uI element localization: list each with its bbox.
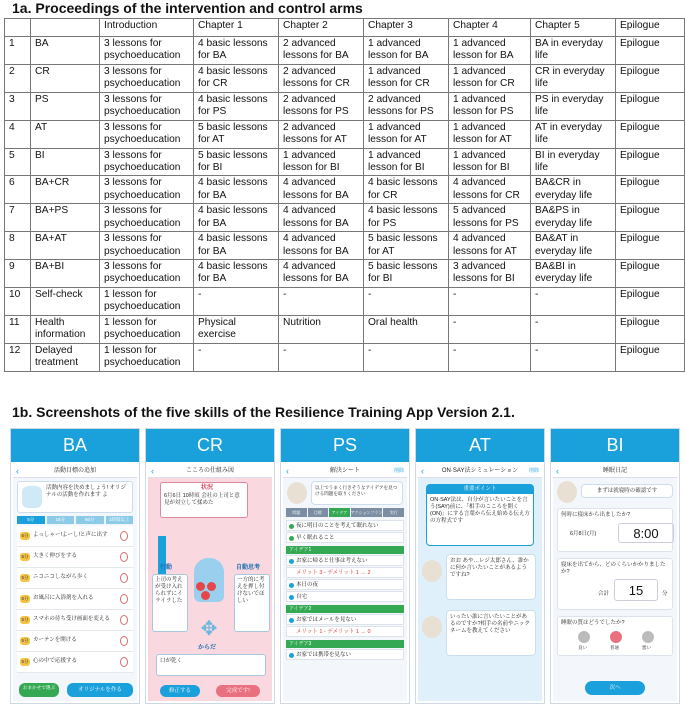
app-screenshots — [10, 428, 681, 704]
move-arrows-icon: ✥ — [200, 618, 218, 640]
ba-nav — [13, 464, 137, 478]
table-cell: 1 advanced lesson for BI — [449, 148, 531, 176]
robot-icon — [22, 486, 42, 508]
table-row — [5, 148, 685, 176]
activity-label: よっしゃー!よーし!と声に出す — [33, 532, 108, 538]
info-icon[interactable] — [120, 531, 128, 541]
column-header: Chapter 5 — [531, 19, 616, 37]
activity-label: ニコニコしながら歩く — [33, 574, 89, 580]
table-cell: Epilogue — [616, 120, 685, 148]
q2-text: 寝床を出てから、どのくらいかかりましたか? — [561, 562, 666, 575]
behavior-text: 上司の考えが受け入れられずにイライラした — [155, 577, 183, 604]
step-tab[interactable]: 問題 — [286, 508, 307, 517]
ba-intro-text: 活動内容を決めましょう! オリジナルの活動を作れます よ — [46, 485, 127, 498]
cr-screen — [148, 464, 272, 701]
place-text: 自宅 — [296, 594, 308, 600]
table-cell: - — [194, 343, 279, 371]
table-cell: 1 advanced lesson for CR — [449, 64, 531, 92]
table-row — [5, 92, 685, 120]
table-cell: 3 lessons for psychoeducation — [100, 232, 194, 260]
panel-label: BA — [11, 429, 139, 462]
table-cell: BA+PS — [31, 204, 100, 232]
idea2-header: アイデア2 — [286, 605, 404, 613]
ba-intro — [17, 481, 133, 513]
table-cell: 5 advanced lessons for PS — [449, 204, 531, 232]
table-cell: BA+BI — [31, 260, 100, 288]
message-bubble-1 — [446, 554, 536, 600]
table-row — [5, 176, 685, 204]
at-nav — [418, 464, 542, 478]
table-cell: - — [449, 343, 531, 371]
normal-face-icon[interactable] — [610, 631, 622, 643]
table-cell: 1 — [5, 37, 31, 65]
activity-label: お風呂に入浴剤を入れる — [33, 595, 94, 601]
behavior-box[interactable] — [152, 574, 188, 632]
ba-nav-title: 活動目標の追加 — [53, 468, 96, 474]
table-cell: 4 basic lessons for BA — [194, 232, 279, 260]
table-cell: 5 basic lessons for AT — [364, 232, 449, 260]
table-cell: 1 lesson for psychoeducation — [100, 315, 194, 343]
idea3-header: アイデア3 — [286, 640, 404, 648]
duration-card — [557, 558, 673, 610]
problem-text: 夜に明日のことを考えて眠れない — [296, 523, 379, 529]
table-cell: 4 advanced lessons for BA — [279, 204, 364, 232]
table-cell: 1 advanced lesson for BI — [279, 148, 364, 176]
back-icon[interactable]: ‹ — [421, 466, 424, 476]
table-cell: Nutrition — [279, 315, 364, 343]
table-cell: 1 advanced lesson for CR — [364, 64, 449, 92]
table-cell: CR in everyday life — [531, 64, 616, 92]
tab-60min[interactable]: 60分 — [76, 516, 104, 524]
table-cell: 4 basic lessons for PS — [364, 204, 449, 232]
table-row — [5, 260, 685, 288]
panel-bi — [550, 428, 680, 704]
table-cell: 1 lesson for psychoeducation — [100, 343, 194, 371]
idea2-row[interactable] — [286, 614, 404, 625]
table-cell: 4 advanced lessons for AT — [449, 232, 531, 260]
table-cell: - — [364, 287, 449, 315]
panel-ps — [280, 428, 410, 704]
table-cell: 9 — [5, 260, 31, 288]
list-item[interactable] — [17, 526, 133, 547]
table-cell: - — [449, 315, 531, 343]
table-cell: AT — [31, 120, 100, 148]
table-cell: 4 basic lessons for CR — [364, 176, 449, 204]
table-cell: CR — [31, 64, 100, 92]
message-2-text: いったい誰に言いたいことがあるのですか?相手の名前やニックネームを教えてください — [450, 614, 530, 634]
activity-label: 大きく伸びをする — [33, 553, 78, 559]
professor-icon — [422, 616, 442, 638]
table-row — [5, 232, 685, 260]
table-cell: 3 — [5, 92, 31, 120]
table-cell: Physical exercise — [194, 315, 279, 343]
table-cell: Epilogue — [616, 287, 685, 315]
table-cell: PS — [31, 92, 100, 120]
activity-label: スマホの待ち受け画面を変える — [33, 616, 110, 622]
heart-icon — [196, 582, 205, 591]
table-cell: 1 advanced lesson for BI — [364, 148, 449, 176]
table-cell: 2 advanced lessons for PS — [364, 92, 449, 120]
section-a-title: 1a. Proceedings of the intervention and control arms — [12, 0, 363, 16]
idea2-score-result: 0 — [367, 629, 371, 635]
delete-link[interactable]: 削除 — [528, 468, 539, 474]
table-cell: 1 advanced lesson for BA — [364, 37, 449, 65]
duration-badge: 5分 — [21, 533, 29, 538]
table-cell: - — [449, 287, 531, 315]
table-cell: 4 — [5, 120, 31, 148]
idea2-score: 1 — [319, 629, 323, 635]
arms-table — [4, 18, 685, 372]
bi-intro — [581, 484, 673, 498]
back-icon[interactable]: ‹ — [556, 466, 559, 476]
table-cell: BA&AT in everyday life — [531, 232, 616, 260]
bi-nav — [553, 464, 677, 478]
ps-nav — [283, 464, 407, 478]
table-cell: 3 advanced lessons for BI — [449, 260, 531, 288]
table-cell: 6 — [5, 176, 31, 204]
section-b-title: 1b. Screenshots of the five skills of the Resilience Training App Version 2.1. — [12, 404, 515, 420]
list-item[interactable] — [17, 589, 133, 610]
idea1-score-result: 2 — [367, 570, 371, 576]
key-point-text: ON·SAY法は、自分が言いたいことを言う(SAY)前に、「相手のこころを開く(ON)」にする言葉から伝え始める伝え方の方程式です — [430, 497, 530, 524]
ba-activity-list — [17, 526, 133, 673]
minutes-input[interactable]: 15 — [614, 579, 658, 601]
wake-time-card — [557, 508, 673, 552]
panel-label: BI — [551, 429, 679, 462]
table-cell: 11 — [5, 315, 31, 343]
idea1-score: 3 — [319, 570, 323, 576]
complete-button[interactable]: 完成です! — [216, 685, 260, 697]
info-icon[interactable] — [120, 594, 128, 604]
table-cell: Epilogue — [616, 315, 685, 343]
table-cell: 3 lessons for psychoeducation — [100, 204, 194, 232]
situation-box[interactable] — [160, 482, 248, 518]
step-tab[interactable]: 目標 — [308, 508, 329, 517]
q3-text: 睡眠の質はどうでしたか? — [561, 620, 625, 626]
key-point-title: 重要ポイント — [427, 485, 533, 494]
table-cell: 3 lessons for psychoeducation — [100, 120, 194, 148]
behavior-label: 行動 — [160, 565, 173, 571]
table-cell: 5 basic lessons for BI — [194, 148, 279, 176]
table-cell: 3 lessons for psychoeducation — [100, 37, 194, 65]
face-label-bad: 悪い — [642, 645, 651, 650]
idea1-dot — [289, 559, 294, 564]
bi-intro-text: まずは就寝時の確認です — [596, 488, 658, 494]
table-cell: 2 advanced lessons for BA — [279, 37, 364, 65]
date-text: 6月8日(月) — [570, 531, 597, 537]
table-cell: 5 basic lessons for AT — [194, 120, 279, 148]
table-row — [5, 120, 685, 148]
table-cell: 5 — [5, 148, 31, 176]
info-icon[interactable] — [120, 636, 128, 646]
table-cell: BA&BI in everyday life — [531, 260, 616, 288]
info-icon[interactable] — [120, 615, 128, 625]
table-row — [5, 37, 685, 65]
table-cell: 4 basic lessons for BA — [194, 176, 279, 204]
list-item[interactable] — [17, 547, 133, 568]
ps-screen — [283, 464, 407, 701]
idea2-score-row: メリット 1 - デメリット 1 → 0 — [286, 626, 404, 637]
column-header: Chapter 2 — [279, 19, 364, 37]
face-label-good: 良い — [578, 645, 587, 650]
info-icon[interactable] — [120, 573, 128, 583]
list-item[interactable] — [17, 568, 133, 589]
table-cell: BA+CR — [31, 176, 100, 204]
table-cell: AT in everyday life — [531, 120, 616, 148]
column-header: Chapter 1 — [194, 19, 279, 37]
info-icon[interactable] — [120, 657, 128, 667]
professor-icon — [557, 481, 577, 503]
step-tab[interactable]: アクションプラン — [350, 510, 383, 515]
duration-badge: 5分 — [21, 617, 29, 622]
list-item[interactable] — [17, 610, 133, 631]
list-item[interactable] — [17, 652, 133, 673]
duration-badge: 5分 — [21, 575, 29, 580]
column-header: Chapter 4 — [449, 19, 531, 37]
auto-select-button[interactable]: おまかせで選ぶ — [19, 683, 59, 697]
table-cell: 4 advanced lessons for CR — [449, 176, 531, 204]
table-cell: - — [531, 315, 616, 343]
thought-text: 一方的に考えを押し付けないでほしい — [237, 577, 265, 604]
table-cell: 1 advanced lesson for AT — [449, 120, 531, 148]
table-cell: - — [531, 287, 616, 315]
table-cell: 4 basic lessons for BA — [194, 204, 279, 232]
table-cell: 4 basic lessons for CR — [194, 64, 279, 92]
bi-nav-title: 睡眠日記 — [602, 468, 627, 474]
step-tab[interactable]: アイデア — [329, 508, 350, 517]
table-cell: 2 advanced lessons for AT — [279, 120, 364, 148]
back-icon[interactable]: ‹ — [286, 466, 289, 476]
table-cell: 7 — [5, 204, 31, 232]
idea2-dot — [289, 618, 294, 623]
time-row[interactable] — [286, 579, 404, 590]
table-cell: BI — [31, 148, 100, 176]
table-cell: 3 lessons for psychoeducation — [100, 148, 194, 176]
ba-tabs — [17, 516, 133, 524]
cr-diagram — [148, 478, 272, 701]
place-dot — [289, 595, 294, 600]
idea1-text: お家に帰ると仕事は考えない — [296, 558, 368, 564]
table-row — [5, 64, 685, 92]
time-text: 本日の夜 — [296, 582, 319, 588]
cr-nav — [148, 464, 272, 478]
panel-label: CR — [146, 429, 274, 462]
face-label-normal: 普通 — [610, 645, 619, 650]
table-row — [5, 287, 685, 315]
list-item[interactable] — [17, 631, 133, 652]
table-cell: BA&CR in everyday life — [531, 176, 616, 204]
table-cell: - — [364, 343, 449, 371]
table-row — [5, 204, 685, 232]
table-cell: BA+AT — [31, 232, 100, 260]
table-cell: 2 — [5, 64, 31, 92]
tab-1hour-plus[interactable]: 1時間以上 — [106, 516, 134, 524]
problem-dot — [289, 524, 294, 529]
cr-nav-title: こころの仕組み図 — [185, 468, 234, 474]
ba-screen — [13, 464, 137, 701]
time-input[interactable]: 8:00 — [618, 523, 674, 543]
body-text: 口が乾く — [160, 658, 183, 664]
table-cell: 2 advanced lessons for PS — [279, 92, 364, 120]
table-cell: Self-check — [31, 287, 100, 315]
goal-text: 早く眠れること — [296, 535, 335, 541]
panel-ba — [10, 428, 140, 704]
tab-15min[interactable]: 15分 — [47, 516, 75, 524]
table-cell: 1 advanced lesson for PS — [449, 92, 531, 120]
good-face-icon[interactable] — [578, 631, 590, 643]
table-cell: 3 lessons for psychoeducation — [100, 260, 194, 288]
table-cell: 10 — [5, 287, 31, 315]
table-cell: 3 lessons for psychoeducation — [100, 64, 194, 92]
bi-screen — [553, 464, 677, 701]
bad-face-icon[interactable] — [642, 631, 654, 643]
table-cell: 1 advanced lesson for AT — [364, 120, 449, 148]
place-row[interactable] — [286, 591, 404, 602]
table-cell: 1 advanced lesson for BA — [449, 37, 531, 65]
create-original-button[interactable]: オリジナルを作る — [67, 683, 133, 697]
table-cell: - — [194, 287, 279, 315]
table-cell: Epilogue — [616, 148, 685, 176]
table-cell: 8 — [5, 232, 31, 260]
tab-5min[interactable]: 5分 — [17, 516, 45, 524]
thought-box[interactable] — [234, 574, 270, 632]
idea2-text: お家ではメールを見ない — [296, 617, 357, 623]
table-cell: 2 advanced lessons for CR — [279, 64, 364, 92]
back-icon[interactable]: ‹ — [16, 466, 19, 476]
column-header — [31, 19, 100, 37]
table-cell: 4 advanced lessons for BA — [279, 260, 364, 288]
thought-label: 自動思考 — [236, 565, 261, 571]
back-icon[interactable]: ‹ — [151, 466, 154, 476]
table-cell: BA — [31, 37, 100, 65]
idea3-row[interactable] — [286, 649, 404, 660]
key-point-box — [426, 484, 534, 546]
table-row — [5, 343, 685, 371]
professor-icon — [287, 482, 307, 504]
table-cell: 3 lessons for psychoeducation — [100, 176, 194, 204]
column-header — [5, 19, 31, 37]
heart-icon — [201, 591, 210, 600]
panel-label: AT — [416, 429, 544, 462]
body-label: からだ — [198, 645, 217, 651]
table-cell: 12 — [5, 343, 31, 371]
idea1-score-row: メリット 3 - デメリット 1 → 2 — [286, 567, 404, 578]
goal-dot — [289, 536, 294, 541]
table-header-row — [5, 19, 685, 37]
duration-badge: 5分 — [21, 596, 29, 601]
activity-label: カーテンを開ける — [33, 637, 77, 643]
info-icon[interactable] — [120, 552, 128, 562]
table-cell: 5 basic lessons for BI — [364, 260, 449, 288]
minutes-unit: 分 — [662, 591, 668, 597]
professor-icon — [422, 560, 442, 582]
panel-at — [415, 428, 545, 704]
table-cell: BA&PS in everyday life — [531, 204, 616, 232]
table-cell: 3 lessons for psychoeducation — [100, 92, 194, 120]
idea3-text: お家では携帯を見ない — [296, 652, 352, 658]
table-cell: 4 basic lessons for BA — [194, 260, 279, 288]
body-box[interactable] — [156, 654, 266, 676]
next-button[interactable]: 次へ — [585, 681, 645, 695]
table-cell: 4 basic lessons for BA — [194, 37, 279, 65]
duration-badge: 5分 — [21, 554, 29, 559]
total-label: 合計 — [598, 591, 610, 597]
ps-intro-text: 以上でうまく行きそうなアイデアを見つける問題を取りください — [315, 485, 398, 496]
table-cell: - — [279, 287, 364, 315]
table-cell: Health information — [31, 315, 100, 343]
table-cell: 4 advanced lessons for BA — [279, 232, 364, 260]
at-screen — [418, 464, 542, 701]
panel-label: PS — [281, 429, 409, 462]
table-cell: Epilogue — [616, 64, 685, 92]
step-tab[interactable]: 実行 — [383, 508, 404, 517]
heart-icon — [207, 582, 216, 591]
table-cell: Epilogue — [616, 37, 685, 65]
table-cell: Delayed treatment — [31, 343, 100, 371]
table-cell: Epilogue — [616, 343, 685, 371]
table-cell: - — [279, 343, 364, 371]
table-cell: 4 basic lessons for PS — [194, 92, 279, 120]
panel-cr — [145, 428, 275, 704]
duration-badge: 5分 — [21, 638, 29, 643]
problem-row[interactable] — [286, 520, 404, 531]
ps-intro — [311, 481, 403, 505]
situation-label: 状況 — [201, 485, 214, 491]
idea1-row[interactable] — [286, 555, 404, 566]
time-dot — [289, 583, 294, 588]
message-bubble-2 — [446, 610, 536, 656]
idea1-header: アイデア1 — [286, 546, 404, 554]
column-header: Introduction — [100, 19, 194, 37]
table-cell: Epilogue — [616, 176, 685, 204]
column-header: Chapter 3 — [364, 19, 449, 37]
table-cell: 1 lesson for psychoeducation — [100, 287, 194, 315]
goal-row[interactable] — [286, 532, 404, 543]
table-cell: PS in everyday life — [531, 92, 616, 120]
at-nav-title: ON·SAY法シミュレーション — [441, 468, 519, 474]
table-cell: 4 advanced lessons for BA — [279, 176, 364, 204]
q1-text: 何時に寝床から出ましたか? — [561, 512, 631, 518]
situation-text: 6月6日 10時頃 会社の上司と意見が対立して揉めた — [164, 493, 240, 506]
ps-steps — [286, 508, 404, 517]
table-cell: BI in everyday life — [531, 148, 616, 176]
column-header: Epilogue — [616, 19, 685, 37]
delete-link[interactable]: 削除 — [393, 468, 404, 474]
ps-nav-title: 解決シート — [329, 468, 360, 474]
table-cell: - — [531, 343, 616, 371]
activity-label: 心の中で応援する — [33, 658, 78, 664]
table-cell: BA in everyday life — [531, 37, 616, 65]
duration-badge: 5分 — [21, 659, 29, 664]
table-cell: Epilogue — [616, 232, 685, 260]
message-1-text: おお あや…レジ太郎さん、誰かに何か言いたいことがあるようですね? — [450, 558, 529, 578]
table-cell: Oral health — [364, 315, 449, 343]
quality-card — [557, 616, 673, 656]
table-row — [5, 315, 685, 343]
table-cell: Epilogue — [616, 92, 685, 120]
table-cell: Epilogue — [616, 260, 685, 288]
idea3-dot — [289, 653, 294, 658]
edit-button[interactable]: 修正する — [160, 685, 200, 697]
table-cell: Epilogue — [616, 204, 685, 232]
